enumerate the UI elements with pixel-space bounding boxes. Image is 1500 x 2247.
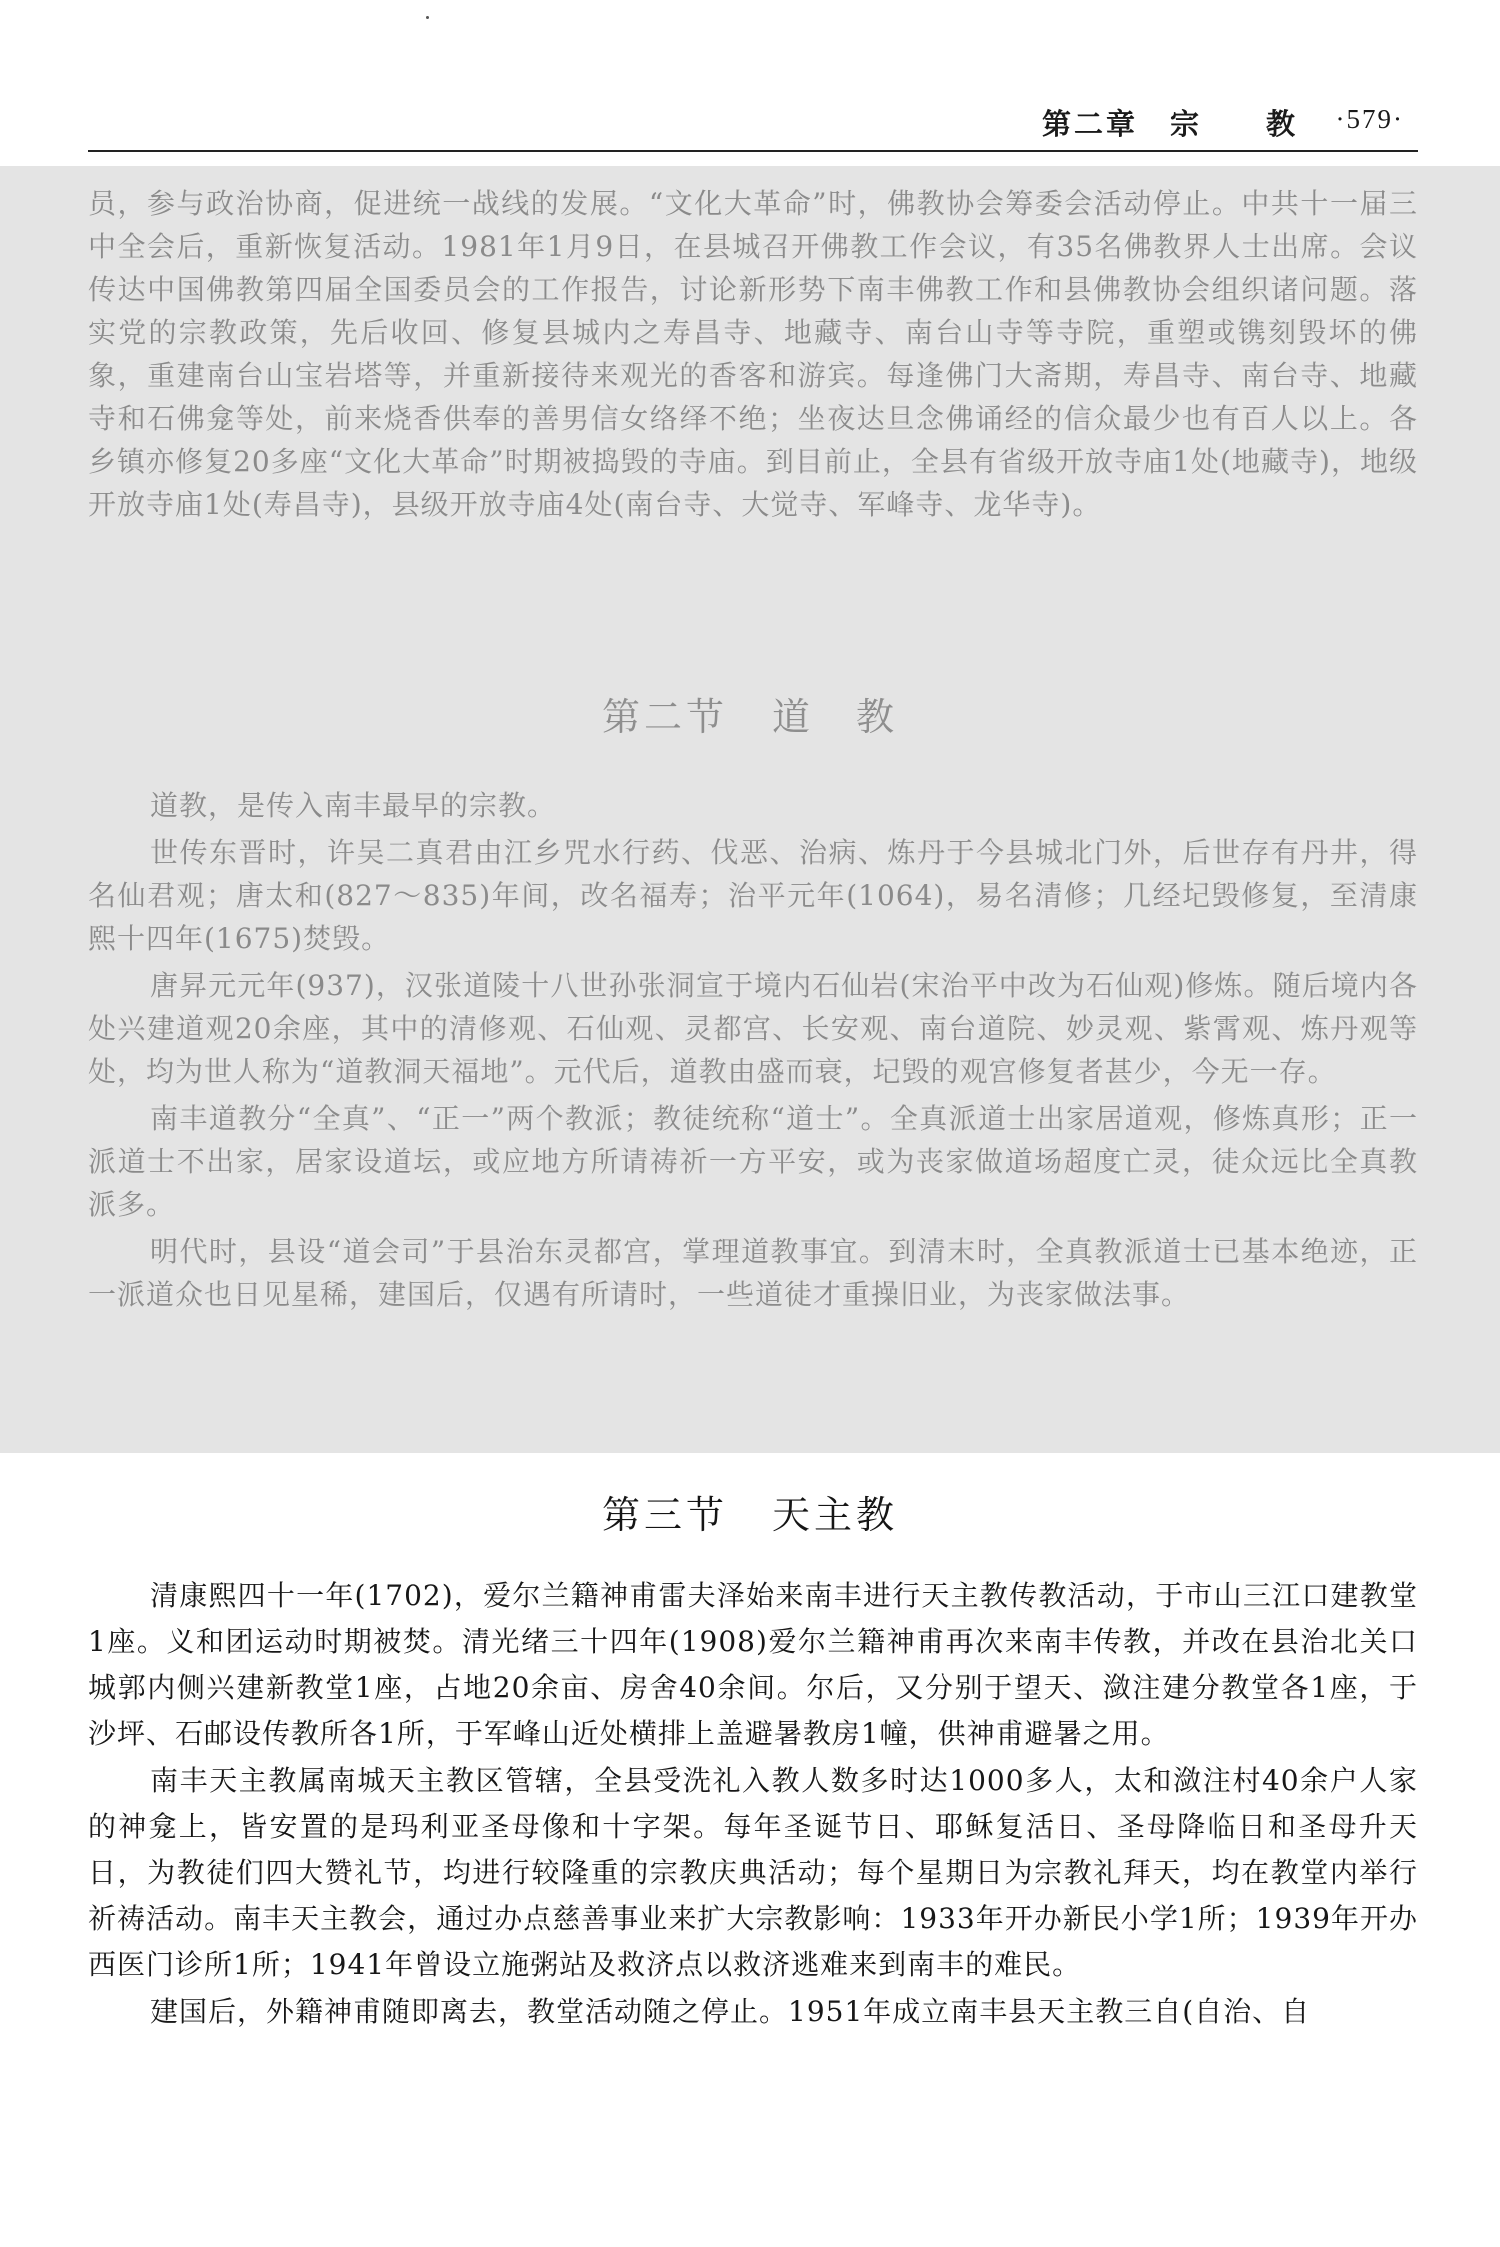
section-2-title: 道 教 — [772, 695, 899, 739]
section-3-heading — [0, 1484, 1500, 1539]
shaded-region — [0, 166, 1500, 1453]
section-3-paragraph: 建国后，外籍神甫随即离去，教堂活动随之停止。1951年成立南丰县天主教三自(自治、自 — [150, 1995, 1311, 2028]
scan-speck — [426, 16, 429, 19]
section-3-number: 第三节 — [601, 1493, 728, 1537]
buddhism-continuation — [88, 182, 1418, 526]
continuation-paragraph: 员，参与政治协商，促进统一战线的发展。“文化大革命”时，佛教协会筹委会活动停止。中共十一届三中全会后，重新恢复活动。1981年1月9日，在县城召开佛教工作会议，有35名佛教界人士出席。会议传达中国佛教第四届全国委员会的工作报告，讨论新形势下南丰佛教工作和县佛教协会组织诸问题。落实党的宗教政策，先后收回、修复县城内之寿昌寺、地藏寺、南台山寺等寺院，重塑或镌刻毁坏的佛象，重建南台山宝岩塔等，并重新接待来观光的香客和游宾。每逢佛门大斋期，寿昌寺、南台寺、地藏寺和石佛龛等处，前来烧香供奉的善男信女络绎不绝；坐夜达旦念佛诵经的信众最少也有百人以上。各乡镇亦修复20多座“文化大革命”时期被捣毁的寺庙。到目前止，全县有省级开放寺庙1处(地藏寺)，地级开放寺庙1处(寿昌寺)，县级开放寺庙4处(南台寺、大觉寺、军峰寺、龙华寺)。 — [88, 187, 1418, 521]
section-2-body — [88, 784, 1418, 1316]
section-2-paragraph: 南丰道教分“全真”、“正一”两个教派；教徒统称“道士”。全真派道士出家居道观，修炼真形；正一派道士不出家，居家设道坛，或应地方所请祷祈一方平安，或为丧家做道场超度亡灵，徒众远比全真教派多。 — [88, 1102, 1418, 1221]
section-2-paragraph: 唐昇元元年(937)，汉张道陵十八世孙张洞宣于境内石仙岩(宋治平中改为石仙观)修炼。随后境内各处兴建道观20余座，其中的清修观、石仙观、灵都宫、长安观、南台道院、妙灵观、紫霄观、炼丹观等处，均为世人称为“道教洞天福地”。元代后，道教由盛而衰，圮毁的观宫修复者甚少，今无一存。 — [88, 969, 1418, 1088]
running-header — [88, 98, 1418, 148]
section-2-paragraph: 道教，是传入南丰最早的宗教。 — [150, 789, 557, 822]
section-2-number: 第二节 — [601, 695, 728, 739]
header-rule — [88, 150, 1418, 152]
section-2-paragraph: 明代时，县设“道会司”于县治东灵都宫，掌理道教事宜。到清末时，全真教派道士已基本绝迹，正一派道众也日见星稀，建国后，仅遇有所请时，一些道徒才重操旧业，为丧家做法事。 — [88, 1235, 1418, 1311]
page-number: ·579· — [1335, 104, 1404, 134]
chapter-title: 第二章 宗 教 — [1041, 107, 1298, 141]
section-3-paragraph: 清康熙四十一年(1702)，爱尔兰籍神甫雷夫泽始来南丰进行天主教传教活动，于市山三江口建教堂1座。义和团运动时期被焚。清光绪三十四年(1908)爱尔兰籍神甫再次来南丰传教，并改在县治北关口城郭内侧兴建新教堂1座，占地20余亩、房舍40余间。尔后，又分别于望天、潋注建分教堂各1座，于沙坪、石邮设传教所各1所，于军峰山近处横排上盖避暑教房1幢，供神甫避暑之用。 — [88, 1579, 1418, 1750]
section-2-heading — [0, 686, 1500, 741]
section-3-body — [88, 1573, 1418, 2035]
section-3-paragraph: 南丰天主教属南城天主教区管辖，全县受洗礼入教人数多时达1000多人，太和潋注村40余户人家的神龛上，皆安置的是玛利亚圣母像和十字架。每年圣诞节日、耶稣复活日、圣母降临日和圣母升天日，为教徒们四大赞礼节，均进行较隆重的宗教庆典活动；每个星期日为宗教礼拜天，均在教堂内举行祈祷活动。南丰天主教会，通过办点慈善事业来扩大宗教影响：1933年开办新民小学1所；1939年开办西医门诊所1所；1941年曾设立施粥站及救济点以救济逃难来到南丰的难民。 — [88, 1764, 1418, 1981]
section-2-paragraph: 世传东晋时，许吴二真君由江乡咒水行药、伐恶、治病、炼丹于今县城北门外，后世存有丹井，得名仙君观；唐太和(827～835)年间，改名福寿；治平元年(1064)，易名清修；几经圮毁修复，至清康熙十四年(1675)焚毁。 — [88, 836, 1418, 955]
section-3-title: 天主教 — [772, 1493, 899, 1537]
